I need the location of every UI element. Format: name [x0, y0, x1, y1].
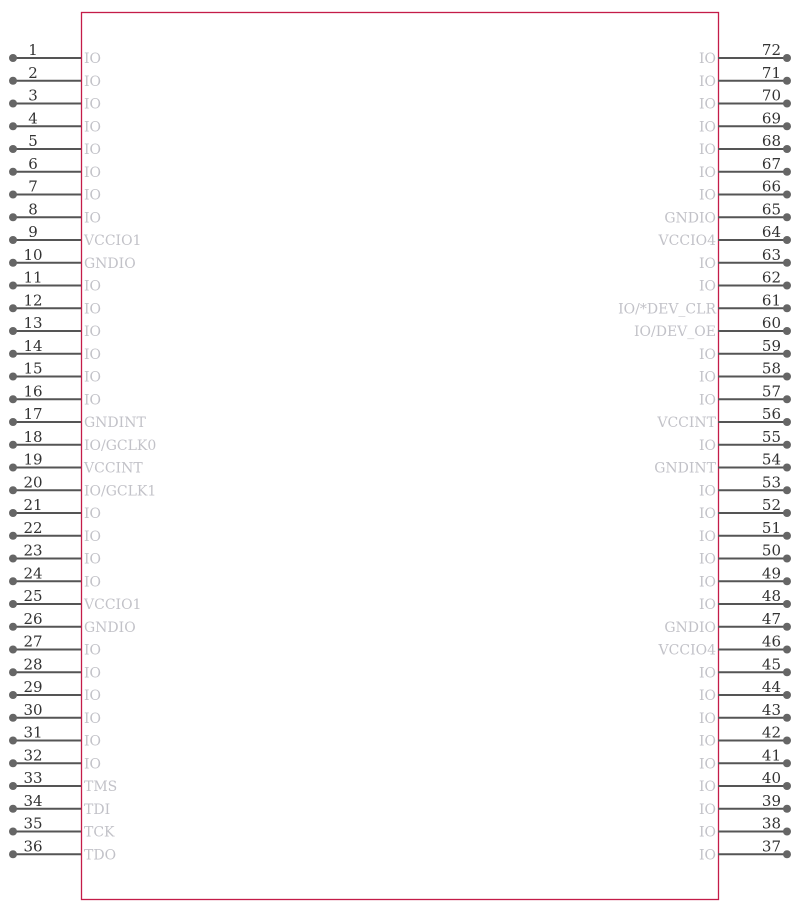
pin-end-dot [783, 77, 791, 85]
pin-name: IO [698, 255, 716, 272]
pin-name: VCCINT [657, 415, 716, 431]
pin-name: TDO [84, 847, 117, 864]
pin-end-dot [783, 418, 791, 426]
pin-end-dot [783, 350, 791, 358]
pin-end-dot [9, 191, 17, 199]
pin-end-dot [9, 850, 17, 858]
pin-end-dot [783, 327, 791, 335]
left-pin [9, 837, 116, 863]
pin-name: VCCIO4 [658, 642, 716, 659]
pin-end-dot [783, 304, 791, 312]
pin-end-dot [9, 236, 17, 244]
pin-end-dot [783, 782, 791, 790]
pin-number: 52 [761, 496, 781, 514]
pin-name: IO [84, 119, 102, 136]
pin-end-dot [783, 577, 791, 585]
pin-number: 37 [761, 837, 781, 856]
pin-number: 7 [28, 177, 38, 196]
pin-end-dot [9, 486, 17, 494]
pin-end-dot [9, 737, 17, 745]
pin-name: TCK [84, 824, 115, 841]
pin-end-dot [783, 646, 791, 654]
pin-number: 45 [761, 655, 781, 674]
pin-end-dot [9, 327, 17, 335]
pin-number: 66 [761, 177, 781, 196]
pin-name: IO [84, 142, 102, 158]
pin-name: IO [84, 164, 102, 181]
pin-name: IO [84, 210, 102, 227]
pin-number: 62 [761, 268, 781, 287]
pin-end-dot [9, 168, 17, 176]
pin-name: IO [84, 710, 102, 727]
pin-number: 72 [761, 41, 781, 59]
pin-number: 48 [761, 587, 781, 605]
pin-number: 18 [23, 427, 43, 446]
pin-number: 39 [761, 791, 781, 810]
pin-end-dot [9, 782, 17, 790]
right-pin [699, 837, 791, 863]
left-pin [9, 178, 101, 204]
pin-name: IO [84, 574, 102, 591]
pin-end-dot [783, 54, 791, 62]
pin-name: IO [84, 96, 102, 113]
pin-end-dot [783, 532, 791, 540]
pin-number: 25 [23, 587, 43, 605]
left-pin [9, 64, 101, 90]
pin-number: 23 [23, 541, 43, 560]
pin-end-dot [9, 509, 17, 517]
pin-end-dot [783, 464, 791, 472]
pin-name: IO [698, 574, 716, 591]
pin-number: 9 [28, 223, 38, 241]
pin-name: IO [698, 164, 716, 181]
pin-end-dot [783, 759, 791, 767]
pin-number: 56 [761, 405, 781, 423]
pin-end-dot [9, 668, 17, 676]
pin-name: IO [698, 73, 716, 90]
pin-name: TMS [84, 779, 118, 795]
left-pin [9, 87, 101, 113]
pin-number: 59 [761, 336, 781, 355]
pin-end-dot [9, 54, 17, 62]
pin-number: 28 [23, 655, 43, 674]
pin-name: IO [84, 551, 102, 568]
right-pin-group [618, 41, 791, 863]
component-body [82, 13, 719, 900]
pin-end-dot [9, 623, 17, 631]
pin-name: IO [84, 324, 102, 340]
pin-end-dot [9, 373, 17, 381]
pin-number: 15 [23, 359, 43, 378]
pin-end-dot [783, 441, 791, 449]
pin-end-dot [9, 77, 17, 85]
pin-end-dot [783, 122, 791, 130]
pin-name: VCCIO1 [84, 597, 142, 613]
pin-number: 24 [23, 564, 43, 583]
pin-number: 27 [23, 632, 43, 651]
pin-number: 55 [761, 427, 781, 446]
pin-end-dot [783, 623, 791, 631]
pin-number: 44 [761, 678, 781, 696]
pin-end-dot [783, 168, 791, 176]
pin-number: 16 [23, 382, 43, 401]
pin-end-dot [9, 828, 17, 836]
pin-number: 70 [761, 86, 781, 105]
pin-name: GNDIO [664, 210, 716, 227]
pin-name: VCCIO1 [84, 233, 142, 249]
pin-end-dot [783, 555, 791, 563]
left-pin [9, 200, 101, 226]
pin-name: VCCINT [84, 460, 143, 477]
pin-number: 42 [761, 723, 781, 742]
pin-name: GNDIO [84, 619, 136, 636]
pin-end-dot [9, 441, 17, 449]
pin-number: 14 [23, 336, 43, 355]
pin-number: 2 [28, 63, 38, 82]
pin-name: IO [698, 733, 716, 750]
pin-end-dot [9, 100, 17, 108]
pin-number: 33 [23, 769, 43, 787]
pin-name: IO [698, 187, 716, 204]
pin-name: IO [84, 187, 102, 204]
pin-number: 5 [28, 132, 38, 150]
pin-name: IO [84, 688, 102, 704]
pin-end-dot [783, 737, 791, 745]
pin-name: IO [698, 346, 716, 363]
pin-end-dot [9, 577, 17, 585]
pin-name: IO/GCLK0 [84, 437, 157, 454]
pin-end-dot [9, 145, 17, 153]
pin-number: 47 [761, 609, 781, 628]
pin-number: 12 [23, 291, 43, 310]
pin-end-dot [783, 805, 791, 813]
pin-number: 58 [761, 359, 781, 378]
left-pin [9, 41, 101, 67]
pin-number: 17 [23, 405, 43, 423]
pin-number: 32 [23, 746, 43, 765]
pin-name: IO [698, 483, 716, 500]
pin-number: 61 [761, 291, 781, 310]
left-pin-group [9, 41, 156, 863]
pin-number: 46 [761, 632, 781, 651]
pin-end-dot [9, 600, 17, 608]
left-pin [9, 155, 101, 181]
pin-end-dot [783, 191, 791, 199]
pin-number: 30 [23, 700, 43, 719]
pin-name: IO [84, 665, 102, 682]
pin-name: IO [84, 301, 102, 318]
left-pin [9, 132, 101, 158]
pin-end-dot [9, 805, 17, 813]
pin-name: IO [698, 51, 716, 67]
pin-name: IO [698, 119, 716, 136]
pin-end-dot [783, 714, 791, 722]
pin-end-dot [783, 373, 791, 381]
pin-name: GNDIO [84, 255, 136, 272]
pin-end-dot [9, 646, 17, 654]
pin-number: 50 [761, 541, 781, 560]
pin-end-dot [9, 304, 17, 312]
pin-name: IO/DEV_OE [634, 324, 716, 340]
pin-end-dot [783, 145, 791, 153]
pin-number: 10 [23, 245, 43, 264]
pin-number: 1 [28, 41, 38, 59]
pin-name: IO [698, 142, 716, 158]
pin-name: GNDINT [654, 460, 716, 477]
pin-number: 21 [23, 496, 43, 514]
pin-number: 65 [761, 200, 781, 219]
pin-number: 69 [761, 109, 781, 128]
pin-name: IO [698, 528, 716, 545]
pin-name: IO/*DEV_CLR [618, 301, 716, 318]
pin-name: IO [698, 801, 716, 818]
pin-number: 38 [761, 814, 781, 833]
pin-name: IO [84, 369, 102, 386]
pin-name: IO [698, 96, 716, 113]
pin-end-dot [9, 714, 17, 722]
pin-end-dot [783, 828, 791, 836]
pin-name: VCCIO4 [658, 233, 716, 249]
pin-name: IO [698, 779, 716, 795]
pin-name: IO [84, 506, 102, 522]
pin-name: IO [698, 665, 716, 682]
pin-end-dot [9, 418, 17, 426]
pin-end-dot [783, 668, 791, 676]
pin-number: 63 [761, 245, 781, 264]
pin-number: 68 [761, 132, 781, 150]
pin-name: IO [84, 642, 102, 659]
pin-number: 51 [761, 518, 781, 537]
pin-name: IO [84, 346, 102, 363]
pin-name: GNDINT [84, 415, 146, 431]
pin-end-dot [9, 213, 17, 221]
pin-name: IO [84, 528, 102, 545]
pin-name: IO [698, 756, 716, 773]
pin-number: 57 [761, 382, 781, 401]
pin-end-dot [9, 464, 17, 472]
pin-end-dot [783, 282, 791, 290]
pin-name: GNDIO [664, 619, 716, 636]
pin-name: IO [698, 847, 716, 864]
pin-number: 60 [761, 314, 781, 332]
pin-number: 40 [761, 769, 781, 787]
pin-name: TDI [84, 801, 111, 818]
pin-end-dot [783, 850, 791, 858]
pin-number: 53 [761, 473, 781, 492]
pin-number: 6 [28, 154, 38, 173]
pin-number: 20 [23, 473, 43, 492]
pin-end-dot [783, 486, 791, 494]
pin-end-dot [9, 395, 17, 403]
pin-number: 31 [23, 723, 43, 742]
pin-name: IO [84, 733, 102, 750]
pin-number: 22 [23, 518, 43, 537]
pin-end-dot [9, 259, 17, 267]
pin-name: IO [698, 392, 716, 409]
pin-end-dot [9, 555, 17, 563]
pin-end-dot [783, 509, 791, 517]
left-pin [9, 109, 101, 135]
pin-number: 3 [28, 86, 38, 105]
pin-number: 49 [761, 564, 781, 583]
pin-name: IO [84, 73, 102, 90]
pin-number: 8 [28, 200, 38, 219]
pin-name: IO/GCLK1 [84, 483, 157, 500]
pin-number: 54 [761, 450, 781, 469]
pin-number: 19 [23, 450, 43, 469]
pin-end-dot [9, 122, 17, 130]
pin-end-dot [783, 259, 791, 267]
pin-name: IO [698, 369, 716, 386]
pin-end-dot [9, 282, 17, 290]
pin-number: 26 [23, 609, 43, 628]
pin-end-dot [783, 691, 791, 699]
pin-end-dot [783, 213, 791, 221]
pin-name: IO [698, 278, 716, 295]
pin-end-dot [783, 395, 791, 403]
pin-number: 35 [23, 814, 43, 833]
pin-end-dot [783, 100, 791, 108]
pin-name: IO [698, 506, 716, 522]
pin-number: 43 [761, 700, 781, 719]
pin-number: 36 [23, 837, 43, 856]
pin-name: IO [698, 688, 716, 704]
pin-name: IO [698, 710, 716, 727]
pin-name: IO [84, 278, 102, 295]
pin-number: 41 [761, 746, 781, 765]
pin-number: 64 [761, 223, 781, 241]
pin-end-dot [783, 236, 791, 244]
pin-number: 4 [28, 109, 38, 128]
pin-end-dot [783, 600, 791, 608]
pin-name: IO [698, 824, 716, 841]
pin-number: 71 [761, 63, 781, 82]
pin-end-dot [9, 350, 17, 358]
pin-name: IO [84, 756, 102, 773]
pin-name: IO [698, 597, 716, 613]
pin-number: 34 [23, 791, 43, 810]
pin-name: IO [84, 392, 102, 409]
pin-name: IO [84, 51, 102, 67]
pin-end-dot [9, 532, 17, 540]
pin-number: 13 [23, 314, 43, 332]
pin-number: 29 [23, 678, 43, 696]
pin-end-dot [9, 759, 17, 767]
pin-name: IO [698, 551, 716, 568]
pin-number: 67 [761, 154, 781, 173]
pin-name: IO [698, 437, 716, 454]
pin-number: 11 [23, 268, 43, 287]
pin-end-dot [9, 691, 17, 699]
